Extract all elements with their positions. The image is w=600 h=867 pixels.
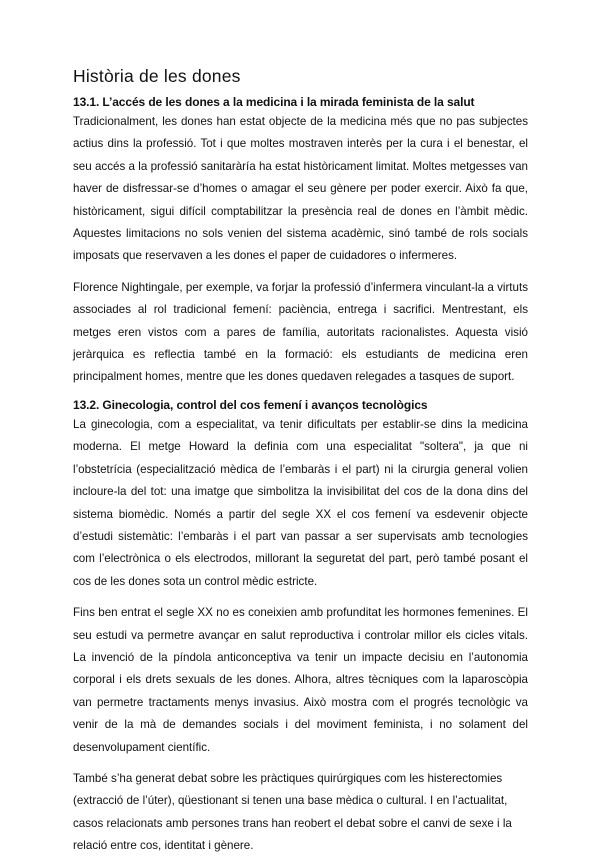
section-heading: 13.2. Ginecologia, control del cos femení i avanços tecnològics [73,397,428,412]
paragraph: També s’ha generat debat sobre les pràctiques quirúrgiques com les histerectomies (extracció de l’úter), qüestionant si tenen una base mèdica o cultural. I en l’actualitat, casos relacionats amb persones trans han reobert el debat sobre el canvi de sexe i la relació entre cos, identitat i gènere. [73,771,512,853]
paragraph: Fins ben entrat el segle XX no es coneixien amb profunditat les hormones femenines. El seu estudi va permetre avançar en salut reproductiva i controlar millor els cicles vitals. La invenció de la píndola anticonceptiva va tenir un impacte decisiu en l’autonomia corporal i els drets sexuals de les dones. Alhora, altres tècniques com la laparoscòpia van permetre tractaments menys invasius. Això mostra com el progrés tecnològic va venir de la mà de demandes socials i del moviment feminista, i no solament del desenvolupament científic. [73,606,528,754]
paragraph: La ginecologia, com a especialitat, va tenir dificultats per establir-se dins la medicina moderna. El metge Howard la definia com una especialitat "soltera", ja que ni l’obstetrícia (especialització mèdica de l’embaràs i el part) ni la cirurgia general volien incloure-la del tot: una imatge que simbolitza la invisibilitat del cos de la dona dins del sistema biomèdic. Només a partir del segle XX el cos femení va esdevenir objecte d’estudi sistemàtic: l’embaràs i el part van passar a ser supervisats amb tecnologies com l’electrònica o els electrodos, millorant la seguretat del part, però també posant el cos de les dones sota un control mèdic estricte. [73,417,528,588]
document-page [73,66,528,867]
paragraph: Florence Nightingale, per exemple, va forjar la professió d’infermera vinculant-la a virtuts associades al rol tradicional femení: paciència, entrega i sacrifici. Mentrestant, els metges eren vistos com a pares de família, autoritats racionalistes. Aquesta visió jeràrquica es reflectia també en la formació: els estudiants de medicina eren principalment homes, mentre que les dones quedaven relegades a tasques de suport. [73,280,528,384]
page-title: Història de les dones [73,66,241,86]
paragraph: Tradicionalment, les dones han estat objecte de la medicina més que no pas subjectes actius dins la professió. Tot i que moltes mostraven interès per la cura i el benestar, el seu accés a la professió sanitaràría ha estat històricament limitat. Moltes metgesses van haver de disfressar-se d’homes o amagar el seu gènere per poder exercir. Això fa que, històricament, sigui difícil comptabilitzar la presència real de dones en l’àmbit mèdic. Aquestes limitacions no sols venien del sistema acadèmic, sinó també de rols socials imposats que reservaven a les dones el paper de cuidadores o infermeres. [73,115,528,263]
section-heading: 13.1. L’accés de les dones a la medicina i la mirada feminista de la salut [73,95,475,109]
